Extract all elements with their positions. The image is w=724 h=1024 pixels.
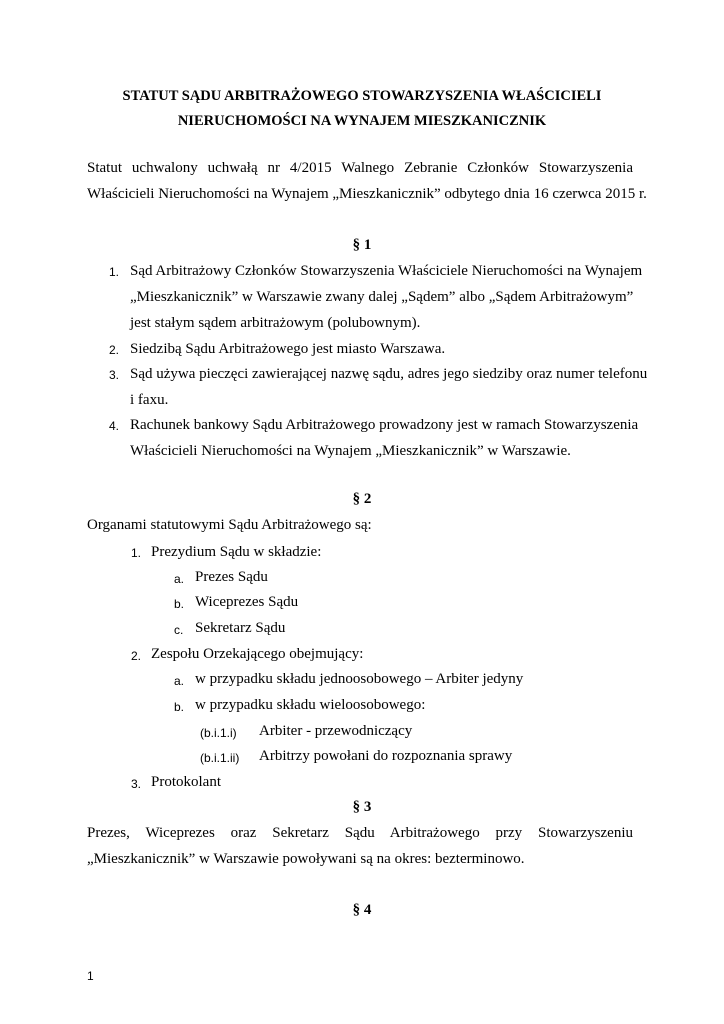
document-title-line-1: STATUT SĄDU ARBITRAŻOWEGO STOWARZYSZENIA WŁAŚCICIELI (122, 88, 602, 104)
s2-item-2a-text: w przypadku składu jednoosobowego – Arbiter jedyny (195, 671, 524, 687)
s2-item-2-number: 2. (131, 649, 142, 663)
s1-item-3-line-2: i faxu. (130, 392, 169, 408)
s3-line-2: „Mieszkanicznik” w Warszawie powoływani są na okres: bezterminowo. (87, 851, 525, 867)
s2-item-2b-i-number: (b.i.1.i) (200, 726, 237, 740)
s2-intro: Organami statutowymi Sądu Arbitrażowego są: (87, 517, 372, 533)
s2-item-2a-number: a. (174, 674, 185, 688)
s2-item-1b-text: Wiceprezes Sądu (195, 594, 299, 610)
s2-item-3-text: Protokolant (151, 774, 221, 790)
section-2-heading: § 2 (352, 491, 372, 507)
s1-item-4-number: 4. (109, 419, 120, 433)
s2-item-1b-number: b. (174, 597, 185, 611)
s3-line-1: Prezes, Wiceprezes oraz Sekretarz Sądu Arbitrażowego przy Stowarzyszeniu (87, 825, 633, 841)
s1-item-2-line-1: Siedzibą Sądu Arbitrażowego jest miasto Warszawa. (130, 341, 446, 357)
section-4-heading: § 4 (352, 902, 372, 918)
s2-item-1-number: 1. (131, 546, 142, 560)
s1-item-2-number: 2. (109, 343, 120, 357)
s2-item-2b-text: w przypadku składu wieloosobowego: (195, 697, 426, 713)
s2-item-2b-number: b. (174, 700, 185, 714)
s2-item-2b-ii-number: (b.i.1.ii) (200, 751, 240, 765)
s2-item-1a-number: a. (174, 572, 185, 586)
s1-item-1-line-3: jest stałym sądem arbitrażowym (polubownym). (130, 315, 421, 331)
s2-item-2b-ii-text: Arbitrzy powołani do rozpoznania sprawy (259, 748, 513, 764)
s1-item-3-number: 3. (109, 368, 120, 382)
s2-item-1-text: Prezydium Sądu w składzie: (151, 544, 322, 560)
page-number: 1 (87, 969, 94, 983)
s1-item-4-line-1: Rachunek bankowy Sądu Arbitrażowego prowadzony jest w ramach Stowarzyszenia (130, 417, 639, 433)
section-1-heading: § 1 (352, 237, 372, 253)
document-title-line-2: NIERUCHOMOŚCI NA WYNAJEM MIESZKANICZNIK (177, 113, 547, 129)
s2-item-1a-text: Prezes Sądu (195, 569, 268, 585)
s1-item-3-line-1: Sąd używa pieczęci zawierającej nazwę sądu, adres jego siedziby oraz numer telefonu (130, 366, 648, 382)
s2-item-1c-text: Sekretarz Sądu (195, 620, 286, 636)
s2-item-3-number: 3. (131, 777, 142, 791)
s1-item-4-line-2: Właścicieli Nieruchomości na Wynajem „Mieszkanicznik” w Warszawie. (130, 443, 571, 459)
section-3-heading: § 3 (352, 799, 372, 815)
intro-line-1: Statut uchwalony uchwałą nr 4/2015 Walnego Zebranie Członków Stowarzyszenia (87, 160, 633, 176)
s1-item-1-line-1: Sąd Arbitrażowy Członków Stowarzyszenia Właściciele Nieruchomości na Wynajem (130, 263, 643, 279)
s2-item-1c-number: c. (174, 623, 184, 637)
s2-item-2-text: Zespołu Orzekającego obejmujący: (151, 646, 364, 662)
s2-item-2b-i-text: Arbiter - przewodniczący (259, 723, 413, 739)
s1-item-1-line-2: „Mieszkanicznik” w Warszawie zwany dalej „Sądem” albo „Sądem Arbitrażowym” (130, 289, 634, 305)
s1-item-1-number: 1. (109, 265, 120, 279)
intro-line-2: Właścicieli Nieruchomości na Wynajem „Mieszkanicznik” odbytego dnia 16 czerwca 2015 r. (87, 186, 647, 202)
